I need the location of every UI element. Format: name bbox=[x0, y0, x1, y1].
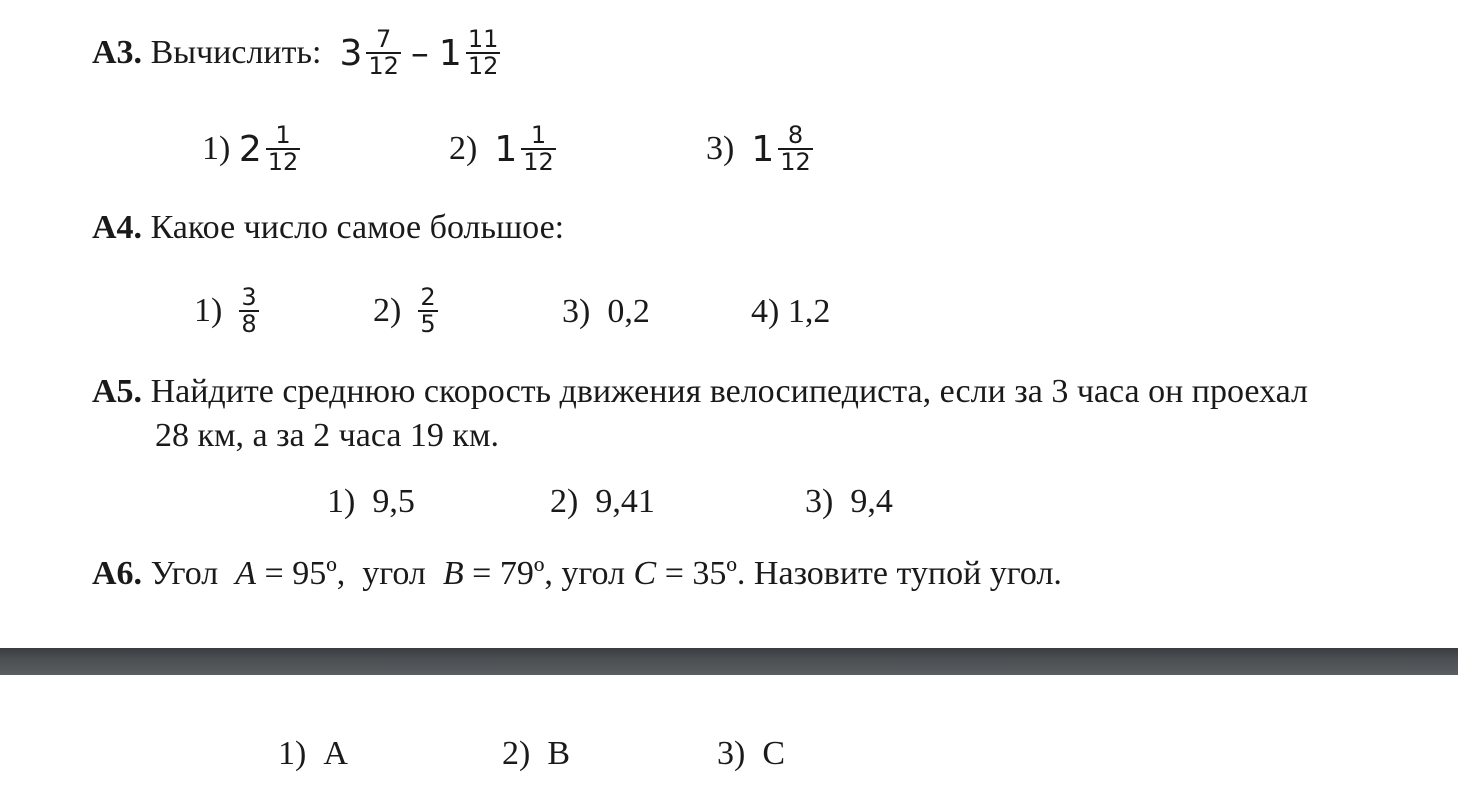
mixed-whole: 1 bbox=[751, 128, 775, 170]
text-segment: = 35º. Назовите тупой угол. bbox=[664, 555, 1062, 592]
option-number: 2) bbox=[502, 735, 531, 772]
question-text: Вычислить: bbox=[150, 34, 322, 71]
question-a5 bbox=[92, 370, 1308, 414]
question-a5-continuation: 28 км, а за 2 часа 19 км. bbox=[155, 417, 499, 454]
question-label: А5. bbox=[92, 373, 143, 410]
option-number: 3) bbox=[706, 130, 735, 167]
answer-option bbox=[502, 732, 570, 776]
question-a3 bbox=[92, 18, 500, 88]
answer-option bbox=[373, 274, 438, 348]
option-number: 2) bbox=[373, 292, 402, 329]
question-text-line1: Найдите среднюю скорость движения велосипедиста, если за 3 часа он проехал bbox=[150, 373, 1308, 410]
answer-option bbox=[327, 480, 415, 524]
question-label: А4. bbox=[92, 209, 143, 246]
question-text: Какое число самое большое: bbox=[150, 209, 565, 246]
answer-option bbox=[194, 274, 259, 348]
option-value: 9,4 bbox=[850, 483, 893, 520]
angle-variable: В bbox=[442, 555, 464, 592]
option-number: 1) bbox=[202, 130, 231, 167]
option-number: 1) bbox=[327, 483, 356, 520]
answer-option bbox=[706, 112, 813, 186]
answer-option bbox=[717, 732, 785, 776]
question-label: А6. bbox=[92, 555, 143, 592]
option-number: 4) bbox=[751, 293, 780, 330]
fraction: $\frac{2}{5}$ bbox=[420, 282, 436, 338]
fraction: $\frac{1}{12}$ bbox=[267, 120, 299, 176]
option-value: 0,2 bbox=[607, 293, 650, 330]
option-value: 9,41 bbox=[595, 483, 655, 520]
mixed-whole: 2 bbox=[238, 128, 262, 170]
answer-option bbox=[805, 480, 893, 524]
question-a6 bbox=[92, 552, 1062, 596]
text-segment: Угол bbox=[150, 555, 219, 592]
minus-operator: – bbox=[410, 32, 429, 74]
option-number: 2) bbox=[550, 483, 579, 520]
question-label: А3. bbox=[92, 34, 143, 71]
text-segment: = 95º, угол bbox=[264, 555, 426, 592]
answer-option bbox=[751, 290, 830, 334]
fraction: $\frac{11}{12}$ bbox=[467, 24, 499, 80]
answer-option bbox=[278, 732, 348, 776]
option-value: А bbox=[323, 735, 348, 772]
fraction: $\frac{8}{12}$ bbox=[780, 120, 811, 176]
answer-option bbox=[562, 290, 650, 334]
mixed-whole: 1 bbox=[438, 32, 462, 74]
option-value: 9,5 bbox=[372, 483, 415, 520]
option-number: 3) bbox=[562, 293, 591, 330]
mixed-whole: 3 bbox=[339, 32, 363, 74]
question-a4 bbox=[92, 206, 564, 250]
angle-variable: А bbox=[235, 555, 257, 592]
option-number: 1) bbox=[278, 735, 307, 772]
mixed-whole: 1 bbox=[494, 128, 518, 170]
fraction: $\frac{7}{12}$ bbox=[368, 24, 399, 80]
text-segment: = 79º, угол bbox=[472, 555, 626, 592]
option-number: 3) bbox=[717, 735, 746, 772]
answer-option bbox=[550, 480, 655, 524]
option-value: 1,2 bbox=[787, 293, 831, 330]
fraction: $\frac{1}{12}$ bbox=[523, 120, 554, 176]
page-separator bbox=[0, 648, 1458, 675]
fraction: $\frac{3}{8}$ bbox=[241, 282, 257, 338]
option-number: 1) bbox=[194, 292, 223, 329]
angle-variable: С bbox=[633, 555, 657, 592]
answer-option bbox=[449, 112, 556, 186]
option-number: 3) bbox=[805, 483, 834, 520]
option-number: 2) bbox=[449, 130, 478, 167]
option-value: С bbox=[762, 735, 786, 772]
option-value: В bbox=[547, 735, 571, 772]
answer-option bbox=[202, 112, 300, 186]
